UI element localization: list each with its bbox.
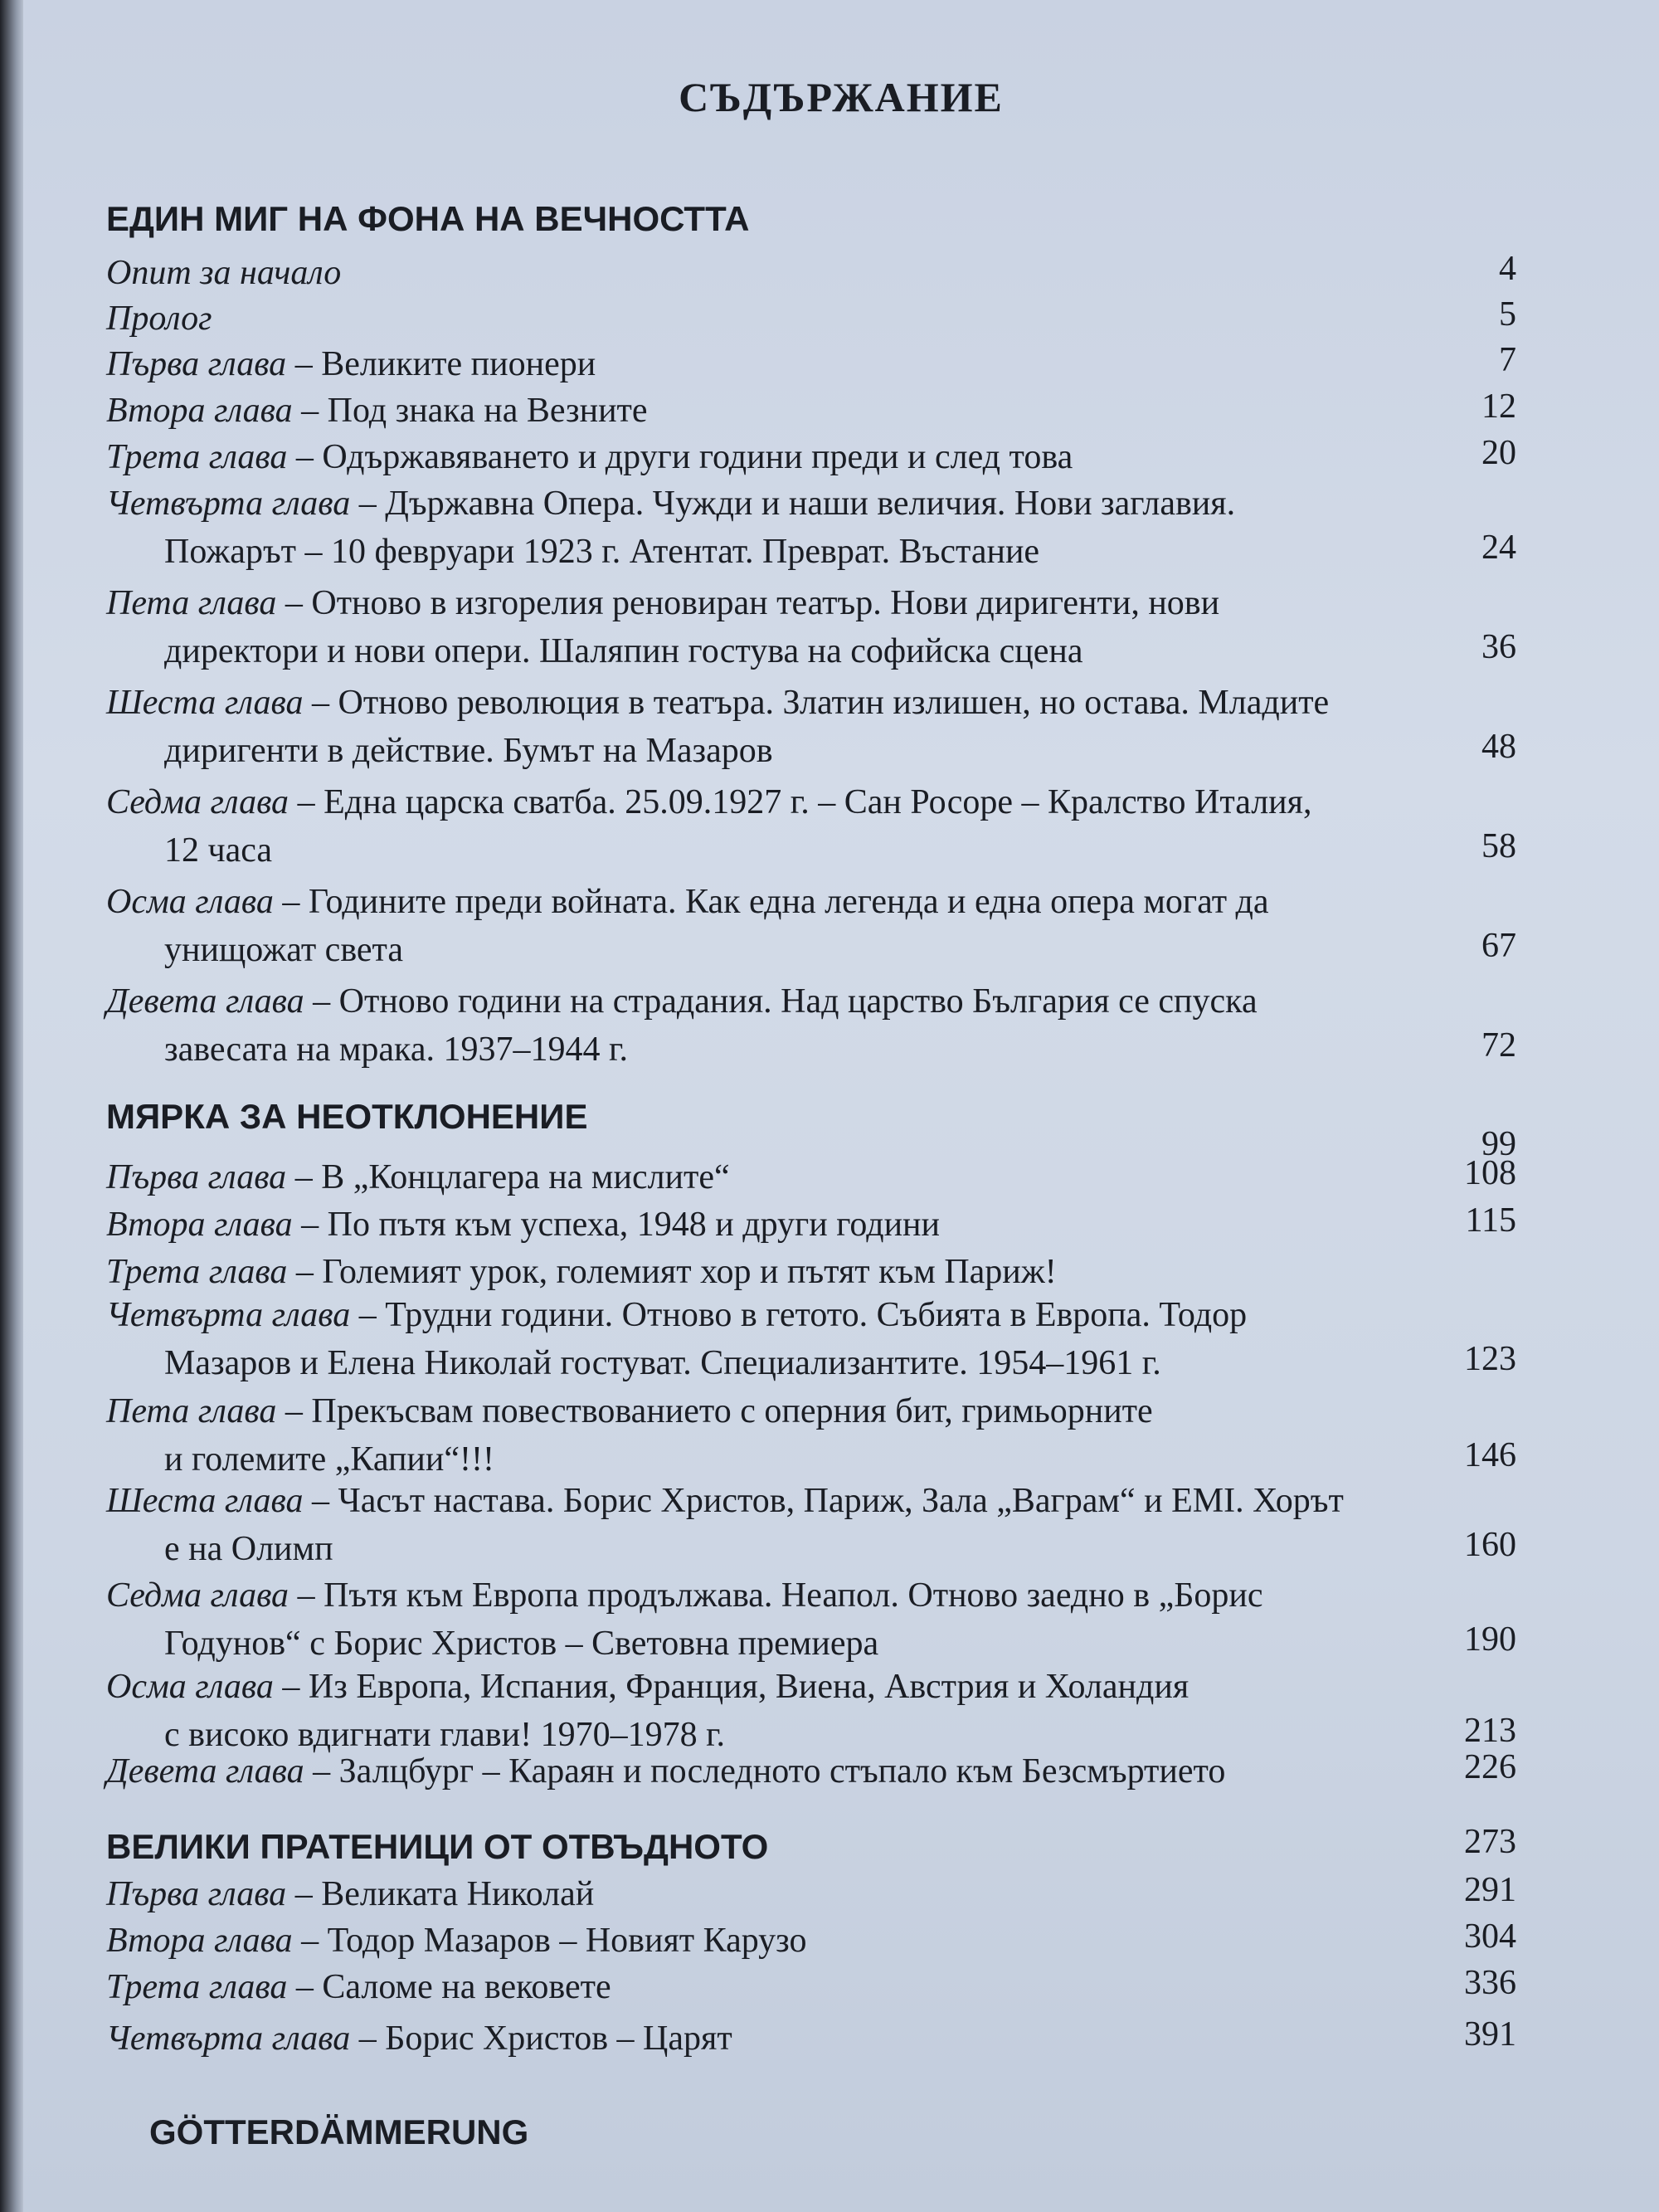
toc-entry [106, 1571, 1262, 1668]
chapter-label: Първа глава [106, 1875, 287, 1913]
page-number: 115 [1465, 1201, 1516, 1240]
chapter-title: – Отново в изгорелия реновиран театър. Нови диригенти, нови [276, 584, 1220, 622]
chapter-title: – Големият урок, големият хор и пътят към Париж! [287, 1253, 1057, 1291]
section-page-number: 99 [1481, 1125, 1516, 1163]
toc-entry [106, 579, 1219, 675]
chapter-title: – Из Европа, Испания, Франция, Виена, Австрия и Холандия [273, 1668, 1190, 1706]
page-number: 7 [1499, 341, 1516, 379]
chapter-title: – Под знака на Везните [292, 392, 648, 430]
toc-entry [106, 1747, 1225, 1795]
page-number: 226 [1464, 1748, 1516, 1786]
section-heading: ВЕЛИКИ ПРАТЕНИЦИ ОТ ОТВЪДНОТО [106, 1827, 769, 1866]
chapter-title-continued: унищожат света [164, 931, 404, 969]
chapter-title: Опит за начало [106, 254, 342, 292]
chapter-title-continued: Годунов“ с Борис Христов – Световна премиера [164, 1625, 879, 1663]
page-number: 4 [1499, 250, 1516, 288]
chapter-title: – Одържавяването и други години преди и след това [287, 438, 1073, 476]
toc-entry [106, 1663, 1189, 1759]
chapter-label: Пета глава [106, 1392, 277, 1430]
page-number: 291 [1464, 1871, 1516, 1909]
chapter-title: – По пътя към успеха, 1948 и други години [292, 1206, 941, 1244]
chapter-label: Трета глава [106, 1968, 288, 2006]
page-number: 12 [1481, 387, 1516, 426]
chapter-title: – Пътя към Европа продължава. Неапол. Отново заедно в „Борис [289, 1576, 1263, 1615]
page-number: 146 [1464, 1436, 1516, 1474]
chapter-label: Първа глава [106, 1158, 287, 1196]
chapter-title: Пролог [106, 300, 212, 338]
chapter-label: Трета глава [106, 438, 288, 476]
page-number: 304 [1464, 1917, 1516, 1956]
page-title: СЪДЪРЖАНИЕ [679, 74, 1004, 120]
chapter-title: – Саломе на вековете [287, 1968, 611, 2006]
chapter-title: – Трудни години. Отново в гетото. Събията в Европа. Тодор [350, 1296, 1248, 1334]
book-spine-edge [0, 0, 23, 2212]
chapter-label: Шеста глава [106, 684, 304, 722]
section-heading: МЯРКА ЗА НЕОТКЛОНЕНИЕ [106, 1097, 588, 1136]
page-number: 123 [1464, 1340, 1516, 1378]
toc-entry [106, 433, 1073, 481]
toc-entry [106, 1870, 594, 1918]
chapter-title: – Тодор Мазаров – Новият Карузо [292, 1922, 807, 1960]
toc-entry [106, 387, 648, 435]
toc-entry [106, 1963, 611, 2011]
chapter-title: – Отново години на страдания. Над царство България се спуска [304, 982, 1258, 1021]
page-number: 58 [1481, 827, 1516, 865]
chapter-label: Шеста глава [106, 1482, 304, 1520]
chapter-label: Четвърта глава [106, 485, 351, 523]
book-page [23, 0, 1659, 2212]
page-number: 67 [1481, 927, 1516, 965]
chapter-label: Пета глава [106, 584, 277, 622]
page-number: 24 [1481, 529, 1516, 567]
chapter-title: – Залцбург – Караян и последното стъпало към Безсмъртието [304, 1752, 1226, 1791]
section-page-number: 273 [1464, 1823, 1516, 1861]
chapter-label: Осма глава [106, 883, 274, 921]
toc-entry [106, 679, 1329, 775]
chapter-label: Четвърта глава [106, 2020, 351, 2058]
toc-entry [106, 1153, 730, 1201]
toc-entry [106, 2015, 732, 2063]
page-number: 48 [1481, 728, 1516, 766]
chapter-label: Девета глава [106, 982, 304, 1021]
toc-entry [106, 1201, 940, 1249]
chapter-title: – Държавна Опера. Чужди и наши величия. Нови заглавия. [350, 485, 1236, 523]
chapter-label: Втора глава [106, 1922, 293, 1960]
chapter-title-continued: директори и нови опери. Шаляпин гостува на софийска сцена [164, 632, 1083, 670]
toc-entry [106, 249, 341, 297]
chapter-label: Втора глава [106, 392, 293, 430]
toc-entry [106, 1477, 1344, 1573]
chapter-title: – Отново революция в театъра. Златин излишен, но остава. Младите [303, 684, 1330, 722]
toc-entry [106, 1291, 1247, 1387]
chapter-title-continued: с високо вдигнати глави! 1970–1978 г. [164, 1716, 726, 1754]
page-number: 160 [1464, 1526, 1516, 1564]
toc-entry [106, 778, 1311, 875]
page-number: 20 [1481, 434, 1516, 472]
page-number: 72 [1481, 1026, 1516, 1065]
chapter-title: – Великата Николай [286, 1875, 595, 1913]
chapter-title: – Великите пионери [286, 345, 596, 383]
page-number: 108 [1464, 1154, 1516, 1192]
chapter-label: Осма глава [106, 1668, 274, 1706]
page-number: 36 [1481, 628, 1516, 666]
chapter-title: – Часът настава. Борис Христов, Париж, Зала „Ваграм“ и EMI. Хорът [303, 1482, 1344, 1520]
page-number: 190 [1464, 1620, 1516, 1659]
chapter-label: Седма глава [106, 783, 289, 821]
chapter-title-continued: 12 часа [164, 831, 273, 870]
chapter-title-continued: и големите „Капии“!!! [164, 1440, 494, 1479]
toc-entry [106, 340, 596, 388]
chapter-title-continued: Мазаров и Елена Николай гостуват. Специализантите. 1954–1961 г. [164, 1344, 1161, 1382]
toc-entry [106, 1387, 1153, 1484]
chapter-title-continued: диригенти в действие. Бумът на Мазаров [164, 732, 773, 770]
chapter-label: Седма глава [106, 1576, 289, 1615]
toc-entry [106, 977, 1258, 1074]
toc-entry [106, 480, 1235, 576]
toc-entry [106, 878, 1269, 974]
chapter-title-continued: Пожарът – 10 февруари 1923 г. Атентат. Преврат. Въстание [164, 533, 1040, 571]
chapter-title: – Борис Христов – Царят [350, 2020, 732, 2058]
section-heading: ЕДИН МИГ НА ФОНА НА ВЕЧНОСТТА [106, 199, 750, 238]
toc-entry [106, 1248, 1057, 1296]
page-number: 336 [1464, 1964, 1516, 2002]
chapter-label: Девета глава [106, 1752, 304, 1791]
page-number: 5 [1499, 295, 1516, 334]
chapter-title-continued: завесата на мрака. 1937–1944 г. [164, 1030, 628, 1069]
page-number: 213 [1464, 1712, 1516, 1750]
chapter-label: Четвърта глава [106, 1296, 351, 1334]
page-number: 391 [1464, 2015, 1516, 2054]
section-heading: GÖTTERDÄMMERUNG [149, 2112, 529, 2151]
chapter-label: Трета глава [106, 1253, 288, 1291]
toc-entry [106, 295, 212, 343]
chapter-title: – Годините преди войната. Как една легенда и една опера могат да [273, 883, 1269, 921]
toc-entry [106, 1917, 807, 1965]
chapter-title: – Една царска сватба. 25.09.1927 г. – Сан Росоре – Кралство Италия, [289, 783, 1312, 821]
chapter-title-continued: е на Олимп [164, 1530, 333, 1568]
chapter-title: – Прекъсвам повествованието с оперния бит, гримьорните [276, 1392, 1153, 1430]
chapter-title: – В „Концлагера на мислите“ [286, 1158, 730, 1196]
chapter-label: Втора глава [106, 1206, 293, 1244]
chapter-label: Първа глава [106, 345, 287, 383]
